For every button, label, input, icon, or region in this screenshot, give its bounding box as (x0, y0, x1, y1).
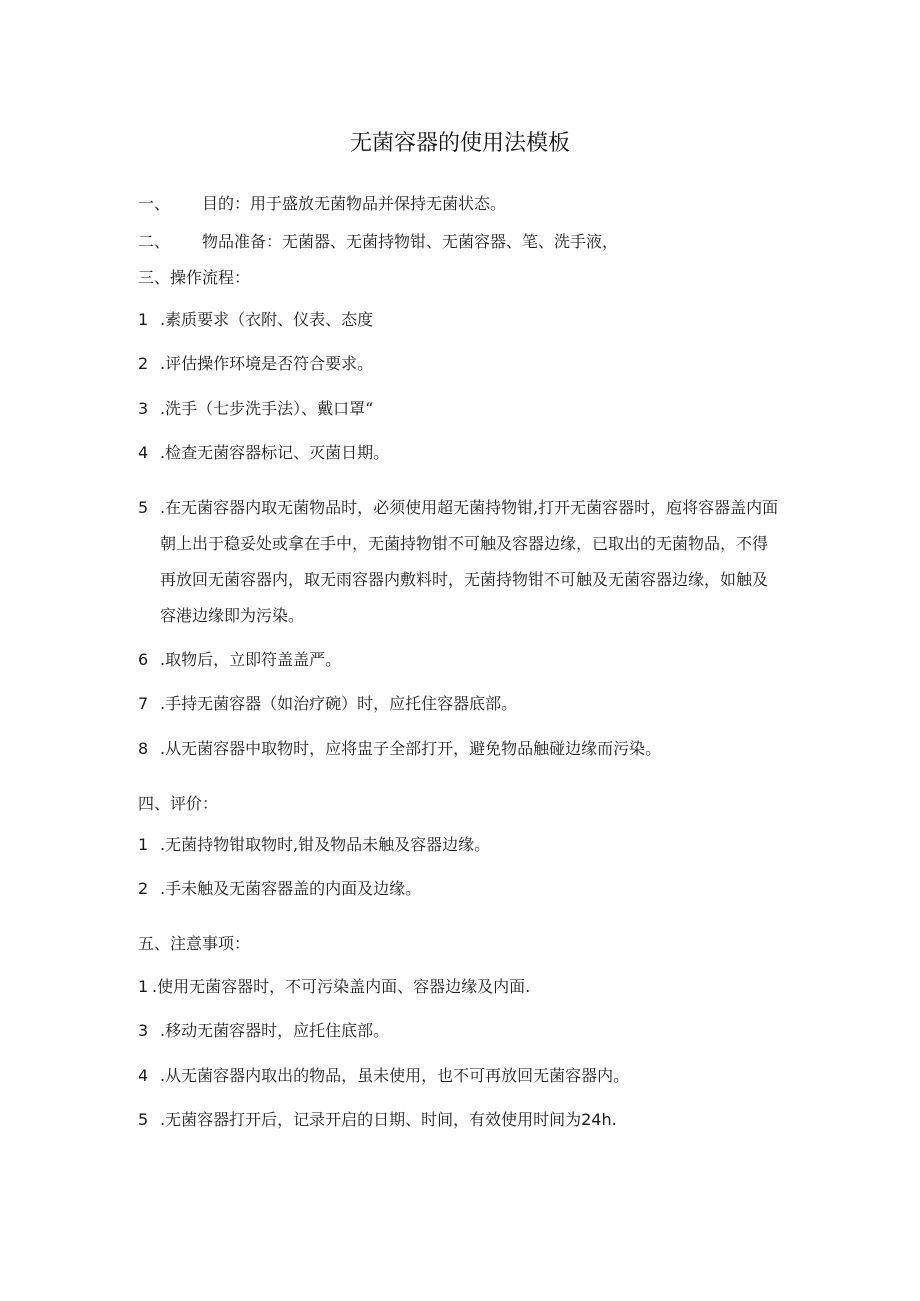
item-text: .使用无菌容器时，不可污染盖内面、容器边缘及内面. (152, 977, 531, 996)
item-number: 4 (138, 1066, 149, 1085)
procedure-item (138, 353, 373, 375)
procedure-item (138, 398, 373, 420)
notes-item (138, 1020, 389, 1042)
item-text: .手持无菌容器（如治疗碗）时，应托住容器底部。 (160, 694, 518, 713)
item-text: .手未触及无菌容器盖的内面及边缘。 (160, 879, 422, 898)
evaluation-item (138, 834, 490, 856)
section-purpose (138, 193, 506, 215)
section-text: 目的：用于盛放无菌物品并保持无菌状态。 (202, 194, 507, 213)
section-text: 物品准备：无菌器、无菌持物钳、无菌容器、笔、洗手液， (202, 232, 619, 251)
item-text: .检查无菌容器标记、灭菌日期。 (160, 443, 390, 462)
section-notes-heading: 五、注意事项： (138, 934, 251, 953)
item-number: 1 (138, 835, 149, 854)
item-number: 5 (138, 1110, 149, 1129)
document-title: 无菌容器的使用法模板 (349, 131, 570, 156)
item-text: .无菌容器打开后，记录开启的日期、时间，有效使用时间为 (160, 1110, 582, 1129)
item-number: 6 (138, 650, 149, 669)
item-text: .从无菌容器内取出的物品，虽未使用，也不可再放回无菌容器内。 (160, 1066, 630, 1085)
evaluation-item (138, 878, 421, 900)
notes-item (138, 1109, 617, 1131)
item-text: .评估操作环境是否符合要求。 (160, 354, 374, 373)
section-marker: 一、 (138, 194, 171, 213)
item-text: .从无菌容器中取物时，应将盅子全部打开，避免物品触碰边缘而污染。 (160, 739, 662, 758)
item-number: 7 (138, 694, 149, 713)
item-text: .洗手（七步洗手法）、戴口罩“ (160, 399, 374, 418)
item-text: .取物后，立即符盖盖严。 (160, 650, 342, 669)
item-number: 2 (138, 354, 149, 373)
procedure-item (138, 442, 389, 464)
item-number: 3 (138, 1021, 149, 1040)
item-number: 4 (138, 443, 149, 462)
section-procedure-heading: 三、操作流程： (138, 268, 251, 287)
item-unit: 24h. (581, 1110, 617, 1129)
item-number: 8 (138, 739, 149, 758)
section-evaluation-heading: 四、评价： (138, 794, 219, 813)
item-number: 5 (138, 498, 149, 517)
section-materials (138, 231, 618, 253)
item-number: 1 (138, 310, 149, 329)
procedure-item (138, 309, 373, 331)
item-text: .移动无菌容器时，应托住底部。 (160, 1021, 390, 1040)
item-number: 1 (138, 977, 149, 996)
item-text: .素质要求（衣附、仪表、态度 (160, 310, 374, 329)
procedure-item (138, 649, 341, 671)
item-text: .无菌持物钳取物时,钳及物品未触及容器边缘。 (160, 835, 491, 854)
item-number: 2 (138, 879, 149, 898)
procedure-item (138, 738, 661, 760)
section-marker: 二、 (138, 232, 171, 251)
notes-item (138, 976, 530, 998)
notes-item (138, 1065, 629, 1087)
procedure-item-paragraph: .在无菌容器内取无菌物品时，必须使用超无菌持物钳,打开无菌容器时，庖将容器盖内面朝上出于稳妥处或拿在手中，无菌持物钳不可触及容器边缘，已取出的无菌物品，不得再放回无菌容器内，取无雨容器内敷料时，无菌持物钳不可触及无菌容器边缘，如触及容港边缘即为污染。 (160, 498, 779, 625)
item-number: 3 (138, 399, 149, 418)
procedure-item (138, 693, 517, 715)
